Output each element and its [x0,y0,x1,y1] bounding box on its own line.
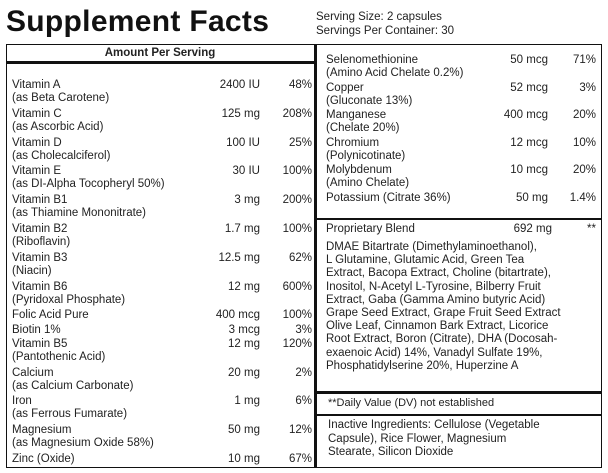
note-rule [316,391,602,394]
nutrient-dv: 48% [288,79,312,91]
nutrient-amount: 12 mcg [510,136,548,149]
nutrient-amount: 1.7 mg [224,223,260,235]
nutrient-amount: 30 IU [232,165,260,178]
nutrient-name: Vitamin B2 [12,223,68,235]
nutrient-source: (as Thiamine Mononitrate) [12,207,147,220]
inactive-line: Capsule), Rice Flower, Magnesium [328,432,507,445]
nutrient-source: (Riboflavin) [12,236,71,248]
nutrient-name: Vitamin E [12,165,62,178]
label-title: Supplement Facts [6,5,270,38]
nutrient-name: Molybdenum [326,164,392,177]
nutrient-dv: 600% [282,280,312,293]
nutrient-source: (Pyridoxal Phosphate) [12,293,126,306]
nutrient-dv: 20% [572,164,596,177]
blend-line: L Glutamine, Glutamic Acid, Green Tea [326,254,525,267]
nutrient-source: (as Cholecalciferol) [12,149,111,162]
nutrient-name: Iron [12,395,32,408]
nutrient-name: Vitamin B3 [12,251,68,264]
blend-line: exaenoic Acid) 14%, Vanadyl Sulfate 19%, [326,346,543,359]
nutrient-amount: 50 mg [228,424,260,437]
nutrient-dv: 25% [288,136,312,149]
nutrient-dv: 2% [295,366,312,379]
nutrient-name: Calcium [12,366,54,379]
blend-line: Grape Seed Extract, Grape Fruit Seed Extract [326,307,561,320]
blend-line: Phosphatidylserine 20%, Huperzine A [326,359,519,372]
nutrient-source: (Amino Chelate) [326,177,410,190]
nutrient-dv: 12% [288,424,312,437]
nutrient-amount: 10 mg [228,453,260,465]
nutrient-amount: 10 mcg [510,164,548,177]
blend-line: DMAE Bitartrate (Dimethylaminoethanol), [326,241,537,253]
nutrient-name: Vitamin B6 [12,280,68,293]
blend-dv: ** [587,223,596,235]
nutrient-dv: 62% [288,251,312,264]
nutrient-amount: 50 mg [516,192,548,204]
nutrient-name: Folic Acid Pure [12,309,89,322]
nutrient-amount: 125 mg [221,107,260,120]
nutrient-amount: 3 mg [234,194,260,207]
nutrient-dv: 71% [572,54,596,66]
serving-info [316,10,454,38]
nutrient-name: Vitamin B1 [12,194,68,207]
amount-per-serving-header: Amount Per Serving [6,44,314,64]
nutrient-source: (Gluconate 13%) [326,94,413,107]
inactive-rule [316,414,602,416]
nutrient-source: (as Ascorbic Acid) [12,120,104,133]
nutrient-amount: 2400 IU [219,79,260,91]
serving-size: Serving Size: 2 capsules [316,11,442,23]
nutrient-dv: 10% [572,136,596,149]
blend-line: Olive Leaf, Cinnamon Bark Extract, Licorice [326,320,549,333]
nutrient-name: Selenomethionine [326,54,419,66]
nutrient-dv: 208% [282,107,312,120]
nutrient-name: Zinc (Oxide) [12,453,75,465]
nutrient-source: (Niacin) [12,264,52,277]
inactive-line: Stearate, Silicon Dioxide [328,446,454,458]
nutrient-dv: 3% [579,81,596,94]
inactive-ingredients [328,419,540,460]
nutrient-amount: 100 IU [226,136,260,149]
nutrient-name: Vitamin B5 [12,337,68,350]
nutrient-name: Vitamin D [12,136,62,149]
nutrient-name: Magnesium [12,424,72,437]
nutrient-name: Chromium [326,136,380,149]
nutrient-source: (as DI-Alpha Tocopheryl 50%) [12,178,165,191]
nutrient-amount: 12 mg [228,337,260,350]
nutrient-source: (Amino Acid Chelate 0.2%) [326,67,464,79]
nutrient-dv: 120% [282,337,312,350]
nutrient-source: (Chelate 20%) [326,122,400,135]
nutrient-amount: 20 mg [228,366,260,379]
nutrient-dv: 6% [295,395,312,408]
nutrient-dv: 20% [572,109,596,122]
blend-line: Extract, Gaba (Gamma Amino butyric Acid) [326,293,546,306]
nutrient-name: Vitamin C [12,107,62,120]
column-divider [314,44,317,468]
blend-line: Inositol, N-Acetyl L-Tyrosine, Bilberry Fruit [326,280,541,293]
daily-value-note: **Daily Value (DV) not established [328,397,495,409]
nutrient-source: (Polynicotinate) [326,149,406,162]
nutrient-name: Biotin 1% [12,323,61,336]
blend-rule [316,218,602,220]
nutrient-name: Manganese [326,109,387,122]
nutrient-amount: 12 mg [228,280,260,293]
inactive-line: Inactive Ingredients: Cellulose (Vegetable [328,419,540,431]
nutrient-source: (as Beta Carotene) [12,92,110,104]
blend-line: Extract, Bacopa Extract, Choline (bitartrate), [326,267,551,280]
nutrient-dv: 100% [282,223,312,235]
blend-amount: 692 mg [513,223,552,235]
nutrient-dv: 1.4% [569,192,596,204]
nutrient-amount: 12.5 mg [218,251,260,264]
nutrient-name: Copper [326,81,364,94]
nutrient-amount: 400 mcg [503,109,548,122]
nutrient-amount: 1 mg [234,395,260,408]
nutrient-dv: 67% [288,453,312,465]
blend-line: Root Extract, Boron (Citrate), DHA (Docosah- [326,333,558,346]
nutrient-dv: 100% [282,165,312,178]
nutrient-dv: 100% [282,309,312,322]
nutrient-amount: 400 mcg [215,309,260,322]
nutrient-amount: 3 mcg [228,323,260,336]
nutrient-dv: 3% [295,323,312,336]
nutrient-amount: 52 mcg [510,81,548,94]
nutrient-source: (Pantothenic Acid) [12,350,106,363]
nutrient-name: Vitamin A [12,79,61,91]
nutrient-source: (as Calcium Carbonate) [12,379,134,392]
nutrient-amount: 50 mcg [510,54,548,66]
nutrient-dv: 200% [282,194,312,207]
nutrient-source: (as Ferrous Fumarate) [12,408,128,421]
blend-name: Proprietary Blend [326,223,415,235]
servings-per-container: Servings Per Container: 30 [316,25,455,37]
blend-ingredients [326,241,602,373]
nutrient-source: (as Magnesium Oxide 58%) [12,437,154,450]
nutrient-name: Potassium (Citrate 36%) [326,192,451,204]
